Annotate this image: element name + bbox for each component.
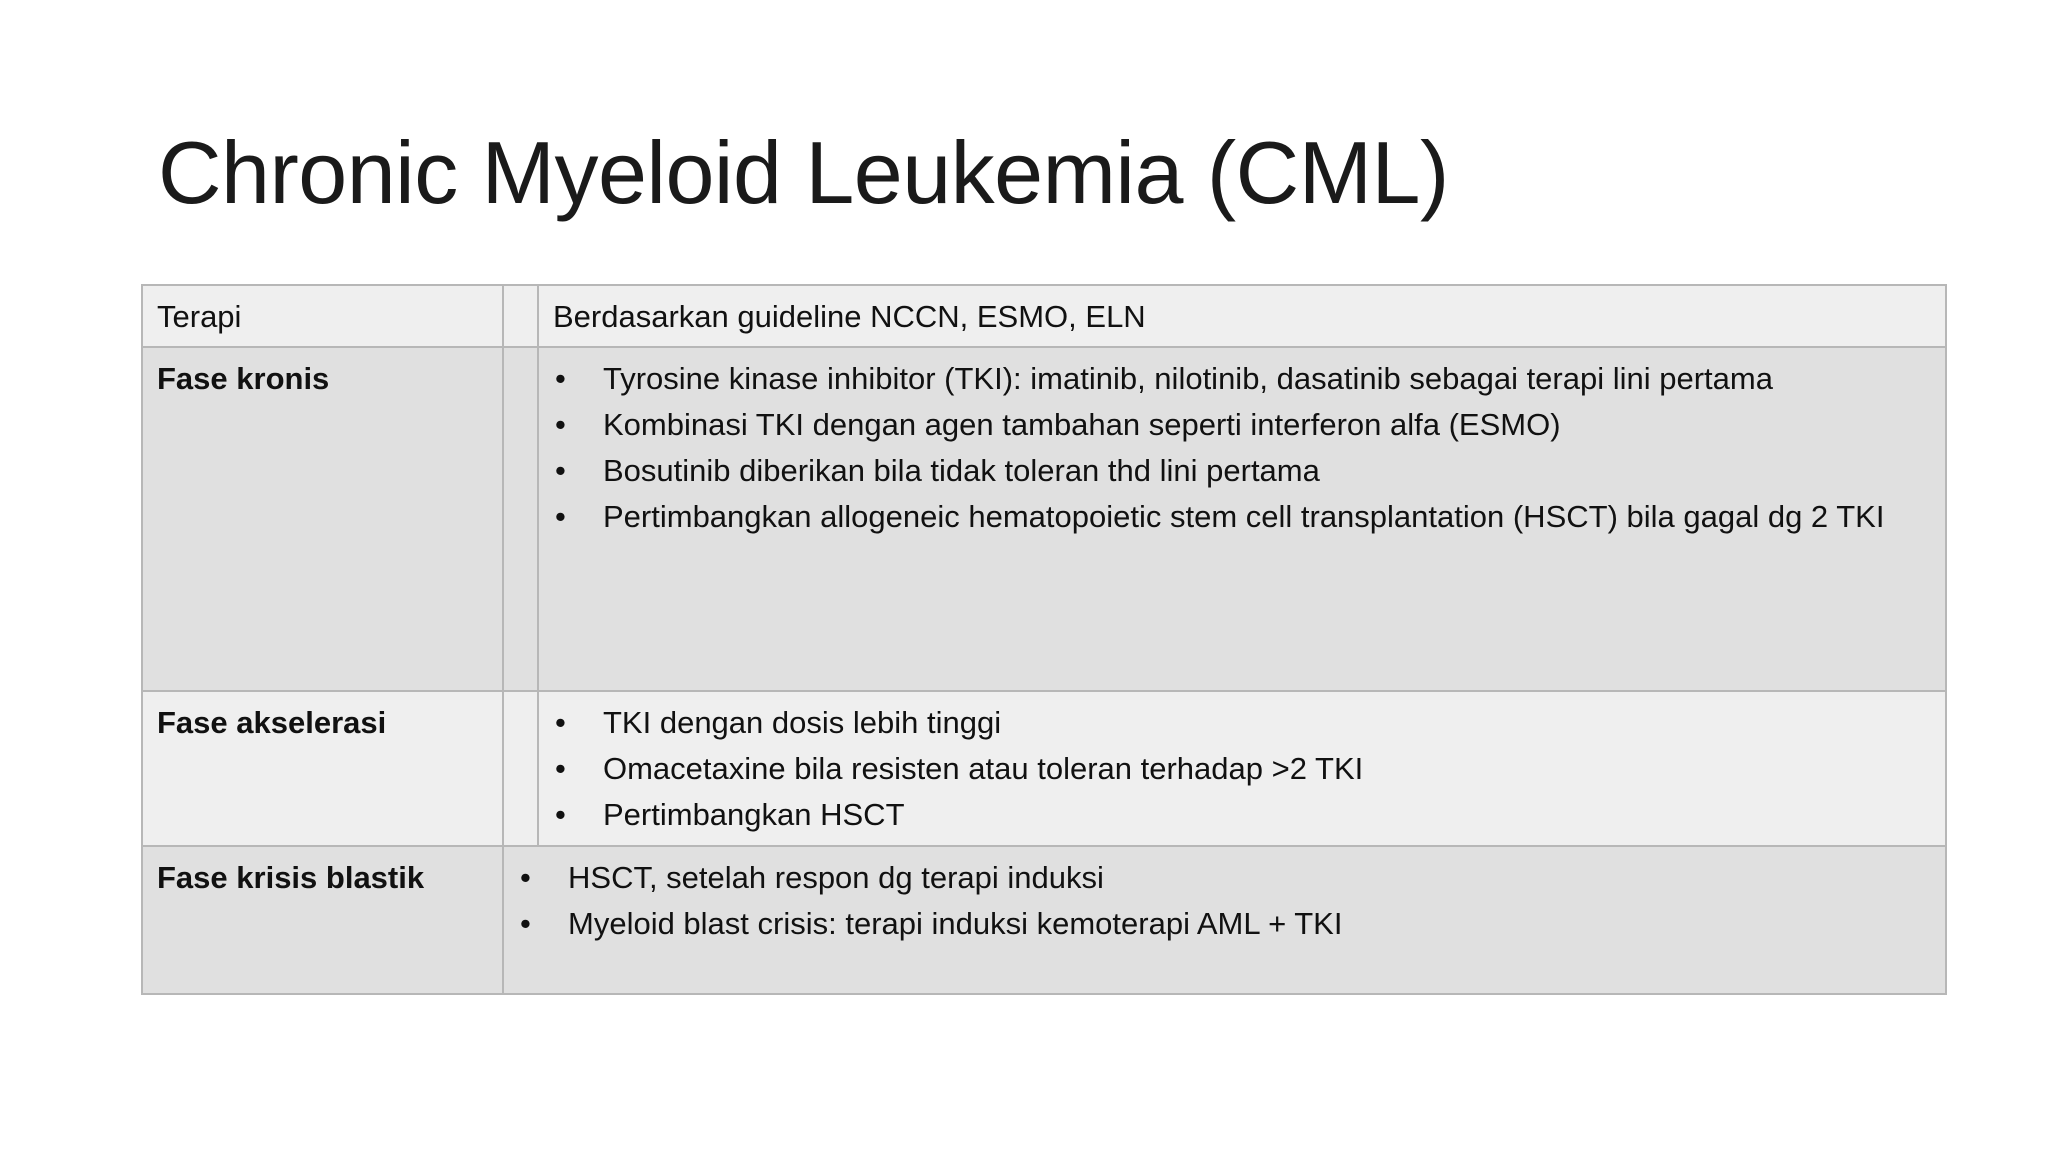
list-item (518, 901, 1931, 947)
list-item-text: Tyrosine kinase inhibitor (TKI): imatinib, nilotinib, dasatinib sebagai terapi lini pertama (603, 361, 1773, 396)
table-row-fase-akselerasi (142, 691, 1946, 846)
list-item-text: Myeloid blast crisis: terapi induksi kemoterapi AML + TKI (568, 906, 1343, 941)
bullet-list-fase-krisis-blastik (518, 855, 1931, 947)
list-item-text: Omacetaxine bila resisten atau toleran terhadap >2 TKI (603, 751, 1364, 786)
bullet-icon: • (555, 499, 566, 534)
table-row-fase-kronis (142, 347, 1946, 691)
list-item-text: Kombinasi TKI dengan agen tambahan seperti interferon alfa (ESMO) (603, 407, 1561, 442)
row-gap-cell (503, 347, 538, 691)
bullet-icon: • (555, 797, 566, 832)
list-item (553, 448, 1931, 494)
list-item-text: TKI dengan dosis lebih tinggi (603, 705, 1002, 740)
header-label-cell: Terapi (142, 285, 503, 347)
list-item (553, 746, 1931, 792)
slide-title: Chronic Myeloid Leukemia (CML) (158, 123, 1449, 222)
list-item-text: Pertimbangkan allogeneic hematopoietic stem cell transplantation (HSCT) bila gagal dg 2 TKI (603, 499, 1885, 534)
row-content-fase-kronis (538, 347, 1946, 691)
list-item (553, 402, 1931, 448)
header-gap-cell (503, 285, 538, 347)
list-item-text: HSCT, setelah respon dg terapi induksi (568, 860, 1104, 895)
therapy-table (141, 284, 1947, 995)
row-content-fase-akselerasi (538, 691, 1946, 846)
list-item (553, 700, 1931, 746)
list-item (553, 356, 1931, 402)
bullet-list-fase-kronis (553, 356, 1931, 540)
header-value-cell: Berdasarkan guideline NCCN, ESMO, ELN (538, 285, 1946, 347)
list-item-text: Pertimbangkan HSCT (603, 797, 905, 832)
table-header-row (142, 285, 1946, 347)
row-label-fase-akselerasi: Fase akselerasi (142, 691, 503, 846)
bullet-icon: • (555, 407, 566, 442)
list-item (553, 494, 1931, 540)
list-item (553, 792, 1931, 838)
row-label-fase-krisis-blastik: Fase krisis blastik (142, 846, 503, 994)
row-gap-cell (503, 691, 538, 846)
bullet-icon: • (555, 453, 566, 488)
list-item-text: Bosutinib diberikan bila tidak toleran thd lini pertama (603, 453, 1320, 488)
row-content-fase-krisis-blastik (503, 846, 1946, 994)
bullet-icon: • (520, 860, 531, 895)
table-row-fase-krisis-blastik (142, 846, 1946, 994)
bullet-icon: • (555, 361, 566, 396)
bullet-icon: • (555, 705, 566, 740)
bullet-icon: • (520, 906, 531, 941)
row-label-fase-kronis: Fase kronis (142, 347, 503, 691)
list-item (518, 855, 1931, 901)
bullet-icon: • (555, 751, 566, 786)
bullet-list-fase-akselerasi (553, 700, 1931, 838)
